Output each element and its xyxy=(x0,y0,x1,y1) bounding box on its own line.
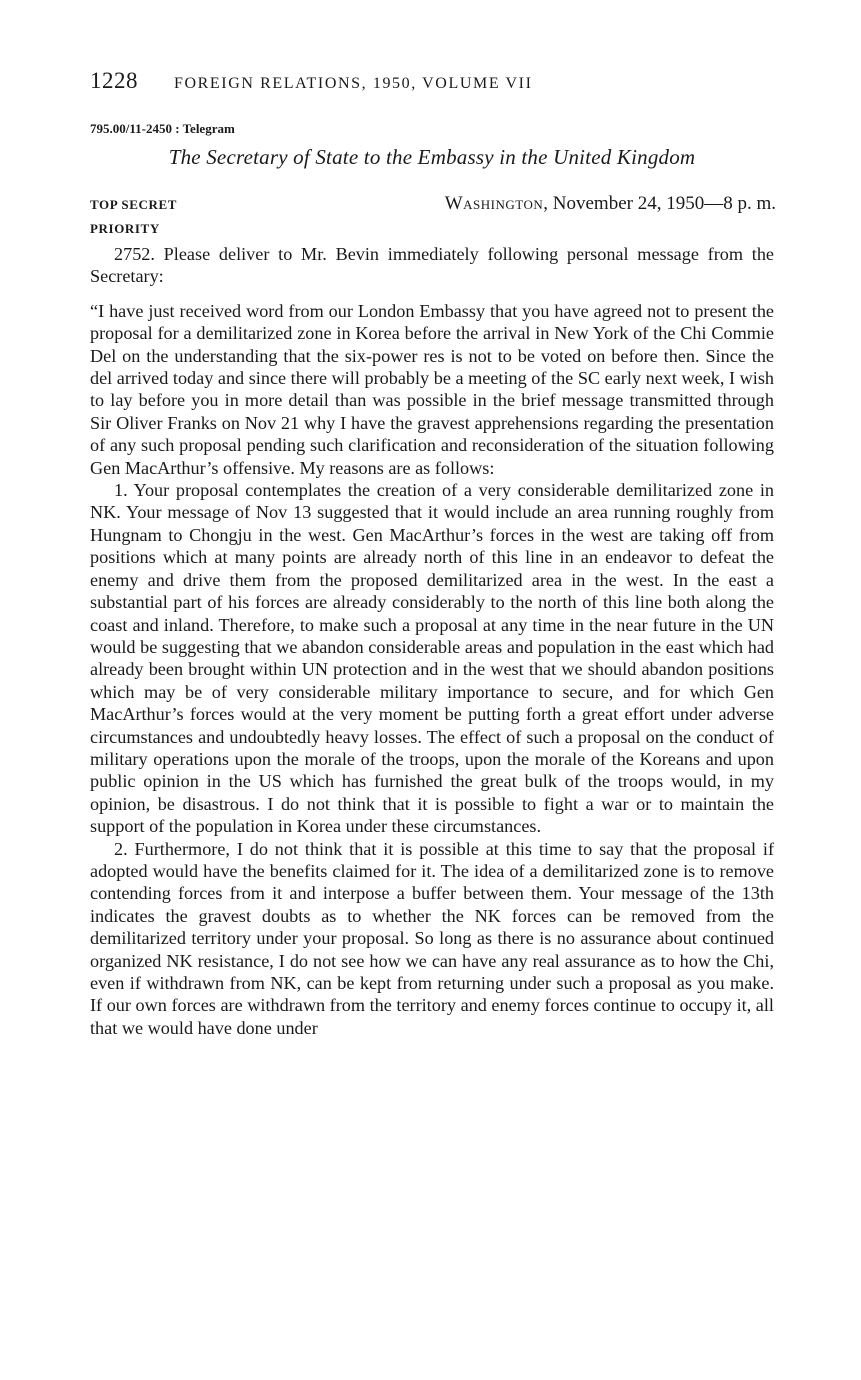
body-paragraph-2: 1. Your proposal contemplates the creation of a very considerable demilitarized zone in NK. Your message of Nov 13 suggested that it would include an area running roughly from Hungnam to Chongju in the west. Gen MacArthur’s forces in the west are taking off from positions which at many points are already north of this line in an endeavor to defeat the enemy and drive them from the proposed demilitarized area in the west. In the east a substantial part of his forces are already considerably to the north of this line both along the coast and inland. Therefore, to make such a proposal at any time in the near future in the UN would be suggesting that we abandon considerable areas and population in the east which had already been brought within UN protection and in the west that we should abandon positions which may be of very considerable military importance to secure, and for which Gen MacArthur’s forces would at the very moment be putting forth a great effort under adverse circumstances and undoubtedly heavy losses. The effect of such a proposal on the conduct of military operations upon the morale of the troops, upon the morale of the Koreans and upon public opinion in the US which has furnished the great bulk of the troops would, in my opinion, be disastrous. I do not think that it is possible to fight a war or to maintain the support of the population in Korea under these circumstances. xyxy=(90,480,774,837)
document-reference: 795.00/11-2450 : Telegram xyxy=(90,121,235,136)
document-page xyxy=(90,68,774,1039)
document-title: The Secretary of State to the Embassy in the United Kingdom xyxy=(168,145,696,169)
intro-paragraph: 2752. Please deliver to Mr. Bevin immediately following personal message from the Secretary: xyxy=(90,244,774,287)
running-head: FOREIGN RELATIONS, 1950, VOLUME VII xyxy=(174,75,533,92)
priority-label: PRIORITY xyxy=(90,221,160,236)
dateline xyxy=(445,193,776,215)
body-paragraph-3: 2. Furthermore, I do not think that it is possible at this time to say that the proposal if adopted would have the benefits claimed for it. The idea of a demilitarized zone is to remove contending forces from it and interpose a buffer between them. Your message of the 13th indicates the gravest doubts as to whether the NK forces can be removed from the demilitarized territory under your proposal. So long as there is no assurance about continued organized NK resistance, I do not see how we can have any real assurance as to how the Chi, even if withdrawn from NK, can be kept from returning under such a proposal as you make. If our own forces are withdrawn from the territory and enemy forces continue to occupy it, all that we would have done under xyxy=(90,838,774,1038)
body-paragraph-1: “I have just received word from our London Embassy that you have agreed not to present the proposal for a demilitarized zone in Korea before the arrival in New York of the Chi Commie Del on the understanding that the six-power res is not to be voted on before then. Since the del arrived today and since there will probably be a meeting of the SC early next week, I wish to lay before you in more detail than was possible in the brief message transmitted through Sir Oliver Franks on Nov 21 why I have the gravest apprehensions regarding the presentation of any such proposal pending such clarification and reconsideration of the situation following Gen MacArthur’s offensive. My reasons are as follows: xyxy=(90,300,774,478)
document-meta xyxy=(90,193,774,239)
page-header xyxy=(90,68,774,108)
page-number: 1228 xyxy=(90,68,138,93)
classification-label: TOP SECRET xyxy=(90,197,178,212)
dateline-place: Washington xyxy=(444,193,544,214)
dateline-date: , November 24, 1950—8 p. m. xyxy=(543,193,776,214)
